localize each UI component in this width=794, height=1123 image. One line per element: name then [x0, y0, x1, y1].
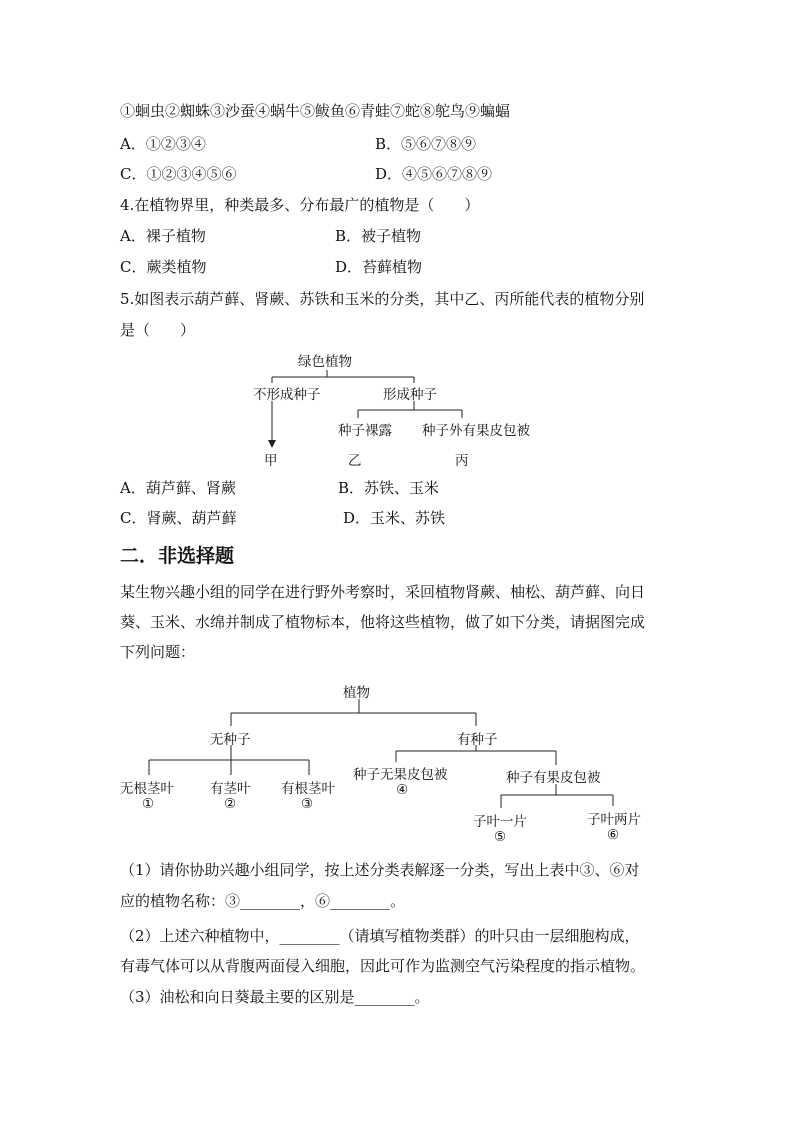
q5-option-c: C．肾蕨、葫芦藓 [120, 509, 237, 527]
q4-option-c: C．蕨类植物 [120, 258, 207, 276]
node-no-seed: 无种子 [210, 732, 251, 748]
q4-option-b: B．被子植物 [335, 227, 422, 245]
q3-option-a: A．①②③④ [120, 135, 206, 153]
section-heading: 二．非选择题 [120, 545, 235, 567]
q4-stem: 4.在植物界里，种类最多、分布最广的植物是（ ） [120, 196, 480, 214]
q5-node-seed-peel: 种子外有果皮包被 [422, 423, 530, 439]
q5-option-d: D．玉米、苏铁 [343, 509, 446, 527]
q3-option-d: D．④⑤⑥⑦⑧⑨ [375, 165, 493, 183]
node-number-6: ⑥ [607, 827, 620, 843]
sub-question-1-line1: （1）请你协助兴趣小组同学，按上述分类表解逐一分类，写出上表中③、⑥对 [120, 861, 640, 879]
q5-leaf-bing: 丙 [455, 453, 469, 469]
q5-node-seed-bare: 种子裸露 [338, 423, 392, 439]
node-root-stem-leaf: 有根茎叶 [281, 781, 335, 797]
q5-stem-line1: 5.如图表示葫芦藓、肾蕨、苏铁和玉米的分类，其中乙、丙所能代表的植物分别 [120, 290, 645, 308]
q3-option-b: B．⑤⑥⑦⑧⑨ [375, 135, 477, 153]
node-has-seed: 有种子 [457, 732, 498, 748]
q5-node-root: 绿色植物 [298, 354, 352, 370]
q3-option-c: C．①②③④⑤⑥ [120, 165, 237, 183]
section2-intro-line1: 某生物兴趣小组的同学在进行野外考察时，采回植物肾蕨、柚松、葫芦藓、向日 [120, 583, 646, 601]
node-no-root-stem-leaf: 无根茎叶 [120, 781, 174, 797]
sub-question-2-line2: 有毒气体可以从背腹两面侵入细胞，因此可作为监测空气污染程度的指示植物。 [120, 957, 646, 975]
q5-node-no-seed: 不形成种子 [253, 387, 321, 403]
q3-stem: ①蛔虫②蜘蛛③沙蚕④蜗牛⑤鲅鱼⑥青蛙⑦蛇⑧鸵鸟⑨蝙蝠 [120, 102, 511, 120]
node-plants: 植物 [343, 685, 370, 701]
node-number-4: ④ [396, 782, 409, 798]
node-stem-leaf: 有茎叶 [210, 781, 251, 797]
sub-question-1-line2: 应的植物名称：③________，⑥________。 [120, 892, 406, 910]
node-number-3: ③ [301, 796, 314, 812]
q5-option-a: A．葫芦藓、肾蕨 [120, 479, 236, 497]
node-seed-peel: 种子有果皮包被 [506, 770, 601, 786]
q4-option-a: A．裸子植物 [120, 227, 206, 245]
q5-stem-line2: 是（ ） [120, 321, 196, 339]
section2-intro-line2: 葵、玉米、水绵并制成了植物标本，他将这些植物，做了如下分类，请据图完成 [120, 613, 646, 631]
node-one-cotyledon: 子叶一片 [473, 814, 527, 830]
node-number-1: ① [142, 796, 155, 812]
q5-leaf-yi: 乙 [348, 453, 362, 469]
node-two-cotyledons: 子叶两片 [587, 812, 641, 828]
sub-question-2-line1: （2）上述六种植物中，________（请填写植物类群）的叶只由一层细胞构成， [120, 927, 640, 945]
q5-node-seed: 形成种子 [383, 387, 437, 403]
node-number-5: ⑤ [494, 829, 507, 845]
node-seed-no-peel: 种子无果皮包被 [353, 767, 448, 783]
node-number-2: ② [224, 796, 237, 812]
q5-option-b: B．苏铁、玉米 [338, 479, 440, 497]
q4-option-d: D．苔藓植物 [335, 258, 423, 276]
sub-question-3: （3）油松和向日葵最主要的区别是________。 [120, 988, 430, 1006]
section2-intro-line3: 下列问题： [120, 643, 196, 661]
q5-leaf-jia: 甲 [264, 453, 278, 469]
